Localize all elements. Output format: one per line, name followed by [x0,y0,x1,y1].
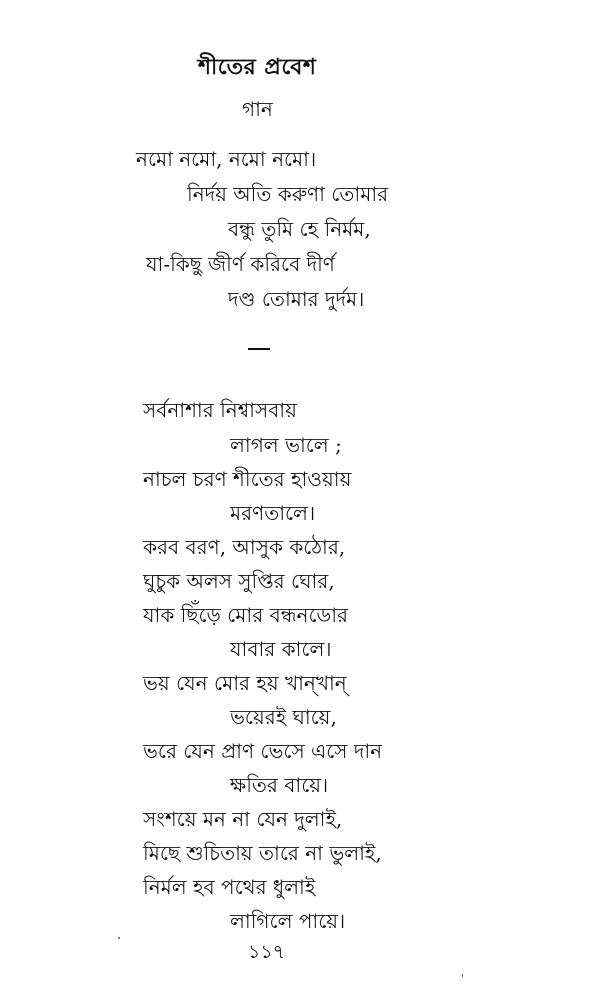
scan-speck [118,937,120,939]
poem-line: যাক ছিঁড়ে মোর বন্ধনডোর [143,603,349,627]
page-number: ১১৭ [248,941,286,963]
poem-line: লাগিলে পায়ে। [230,909,346,933]
poem-line: নমো নমো, নমো নমো। [136,147,317,171]
poem-line: ভরে যেন প্রাণ ভেসে এসে দান [143,739,383,763]
poem-line: যা-কিছু জীর্ণ করিবে দীর্ণ [146,252,335,276]
poem-line: মিছে শুচিতায় তারে না ভুলাই, [143,841,382,865]
poem-line: সর্বনাশার নিশ্বাসবায় [143,398,297,422]
poem-line: নাচল চরণ শীতের হাওয়ায় [143,467,352,491]
poem-line: ঘুচুক অলস সুপ্তির ঘোর, [143,569,335,593]
poem-line: ভয়েরই ঘায়ে, [230,705,337,729]
poem-subtitle: গান [242,97,273,121]
poem-line: নির্দয় অতি করুণা তোমার [187,182,389,206]
poem-line: সংশয়ে মন না যেন দুলাই, [143,807,343,831]
poem-line: লাগল ভালে ; [230,433,342,457]
section-separator [248,348,270,350]
poem-line: বন্ধু তুমি হে নির্মম, [228,217,371,241]
poem-line: দণ্ড তোমার দুর্দম। [228,287,365,311]
poem-title: শীতের প্রবেশ [198,54,317,80]
scan-speck [462,974,463,977]
poem-line: ভয় যেন মোর হয় খান্‌খান্‌ [143,671,347,695]
poem-line: নির্মল হব পথের ধুলাই [143,875,316,899]
poem-line: যাবার কালে। [230,637,332,661]
poem-line: মরণতালে। [230,501,316,525]
poem-line: ক্ষতির বায়ে। [230,773,329,797]
poem-line: করব বরণ, আসুক কঠোর, [143,535,346,559]
